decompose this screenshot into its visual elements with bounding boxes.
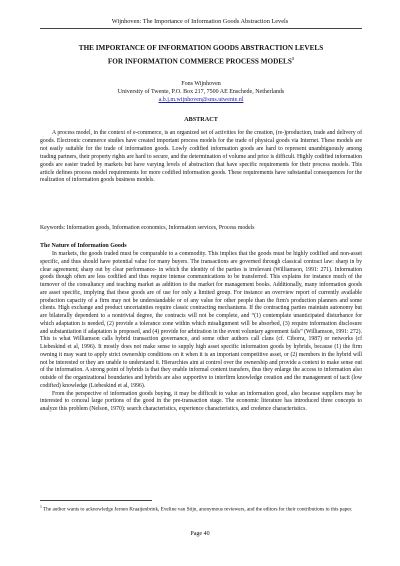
author-block: [40, 80, 362, 104]
running-head: Wijnhoven: The Importance of Information Goods Abstraction Levels: [111, 18, 289, 25]
title-line-2: [40, 54, 362, 67]
footnote: [40, 504, 362, 514]
body-text: [40, 251, 362, 414]
section-heading: The Nature of Information Goods: [40, 243, 127, 249]
abstract-text: A process model, in the context of e-commerce, is an organized set of activities for the creation, (re-)production, trade and delivery of goods. Electronic commerce studies have created important process models for the trade of physical goods via Internet. These models are not easily suitable for the trade of information goods. Lowly codified information goods are hard to represent unambiguously among trading partners, their property rights are hard to secure, and the determination of volume and price is difficult. Highly codified information goods are easier traded by markets but have varying levels of abstraction that have specific requirements for their process models. This article defines process model requirements for more codified information goods. These requirements have substantial consequences for the realization of information goods business models.: [40, 130, 362, 184]
keywords: Keywords: Information goods, Information economics, Information services, Process models: [40, 225, 255, 231]
footnote-mark: 1: [40, 505, 42, 509]
title-line-1: THE IMPORTANCE OF INFORMATION GOODS ABSTRACTION LEVELS: [78, 44, 324, 52]
footnote-text: The author wants to acknowledge Jeroen Kraaijenbrink, Eveline van Stijn, anonymous reviewers, and the editors for their contributions to this paper.: [43, 506, 353, 513]
page-number: Page 40: [190, 531, 210, 537]
header-rule: [40, 28, 362, 29]
body-paragraph-1: In markets, the goods traded must be comparable to a commodity. This implies that the goods must be highly codified and non-asset specific, and thus should have potential value for many buyers. The transactions are governed through classical contract law: sharp in by clear agreement; sharp out by clear performance- in which the identity of the parties is irrelevant (Williamson, 1991: 271). Information goods though often are less codified and thus require intense communications to be transferred. This explains for instance much of the turnover of the consultancy and teaching market as addition to the market for management books. Additionally, many information goods are asset specific, implying that these goods are of use for only a limited group. For instance an overview report of currently available production capacity of a firm may not be understandable or of any value for other people than the firm's production planners and some clients. High exchange and product uncertainties require classic contracting mechanisms. If the contracting parties maintain autonomy but are bilaterally dependent to a nontrivial degree, the contracts will not be complete, and “(1) contemplate unanticipated disturbance for which adaptation is needed, (2) provide a tolerance zone within which misalignment will be absorbed, (3) require information disclosure and substantiation if adaptation is proposed, and (4) provide for arbitration in the event voluntary agreement fails” (Williamson, 1991: 272). This is what Williamson calls hybrid transaction governance, and some other authors call clans (cf. Ciborra, 1987) or networks (cf Liebeskind et al, 1996). It mostly does not make sense to supply high asset specific information goods by hybrids, because (1) the firm owning it may want to apply strict ownership conditions on it when it is an important competitive asset, or (2) members in the hybrid will not be interested or they are unable to understand it. Hierarchies aim at control over the ownership and provide a context to make sense out of the information. A strong point of hybrids is that they enable informal content transfers, thus they enlarge the access to information also outside of the organizational boundaries and hybrids are also supportive to interfirm knowledge creation and the management of tacit (low codified) knowledge (Liebeskind et al, 1996).: [40, 251, 363, 389]
author-affiliation: University of Twente, P.O. Box 217, 7500 AE Enschede, Netherlands: [117, 89, 285, 95]
footnote-rule: [40, 500, 152, 501]
title-line-2-text: FOR INFORMATION COMMERCE PROCESS MODELS: [107, 56, 292, 65]
title-footnote-mark: 1: [291, 55, 295, 61]
abstract-heading: ABSTRACT: [184, 116, 218, 123]
body-paragraph-2: From the perspective of information goods buying, it may be difficult to value an information good, also because suppliers may be interested to conceal large portions of the good in the pre-transaction stage. The economic literature has introduced three concepts to analyze this problem (Nelson, 1970): search characteristics, experience characteristics, and credence characteristics.: [40, 390, 362, 412]
paper-title: [40, 44, 362, 66]
author-email-link[interactable]: a.b.j.m.wijnhoven@sms.utwente.nl: [158, 97, 244, 103]
author-name: Fons Wijnhoven: [181, 81, 221, 87]
